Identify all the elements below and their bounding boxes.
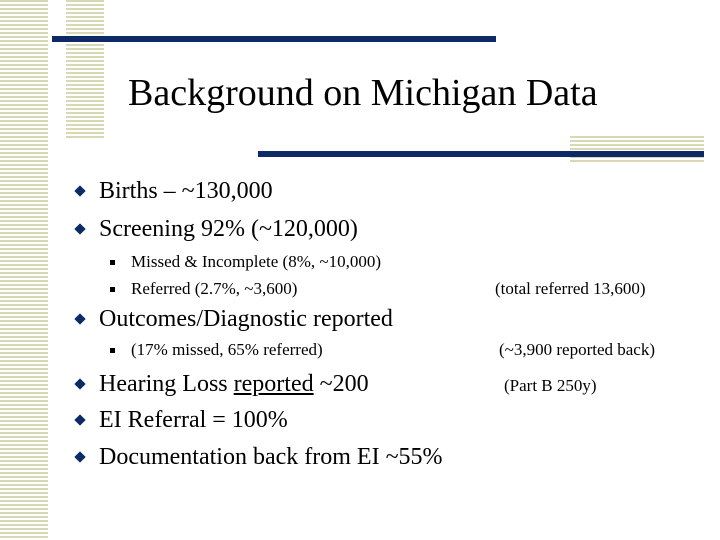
diamond-bullet-icon [74,451,85,462]
diamond-bullet-icon [74,313,85,324]
hearing-loss-suffix: ~200 [313,371,369,397]
bullet-births: Births – ~130,000 [99,178,273,204]
bullet-outcomes: Outcomes/Diagnostic reported [99,306,393,332]
square-bullet-icon [110,348,115,353]
reported-back-note: (~3,900 reported back) [499,340,655,359]
diamond-bullet-icon [74,185,85,196]
total-referred-note: (total referred 13,600) [495,279,646,298]
title-rule-bottom [258,151,704,157]
diamond-bullet-icon [74,414,85,425]
bullet-screening: Screening 92% (~120,000) [99,216,358,242]
hearing-loss-prefix: Hearing Loss [99,371,234,397]
bullet-ei-referral: EI Referral = 100% [99,407,288,433]
square-bullet-icon [110,260,115,265]
subbullet-missed-referred: (17% missed, 65% referred) [131,340,323,359]
decorative-stripes-left [0,0,48,540]
subbullet-referred: Referred (2.7%, ~3,600) [131,279,298,298]
part-b-note: (Part B 250y) [504,376,597,395]
bullet-hearing-loss [99,370,369,398]
bullet-documentation: Documentation back from EI ~55% [99,444,443,470]
hearing-loss-reported: reported [233,371,314,397]
slide-title: Background on Michigan Data [128,72,598,114]
diamond-bullet-icon [74,378,85,389]
subbullet-missed: Missed & Incomplete (8%, ~10,000) [131,252,381,271]
decorative-stripes-top [66,0,104,138]
decorative-stripes-right [570,136,704,164]
square-bullet-icon [110,287,115,292]
title-rule-top [52,36,496,42]
diamond-bullet-icon [74,223,85,234]
